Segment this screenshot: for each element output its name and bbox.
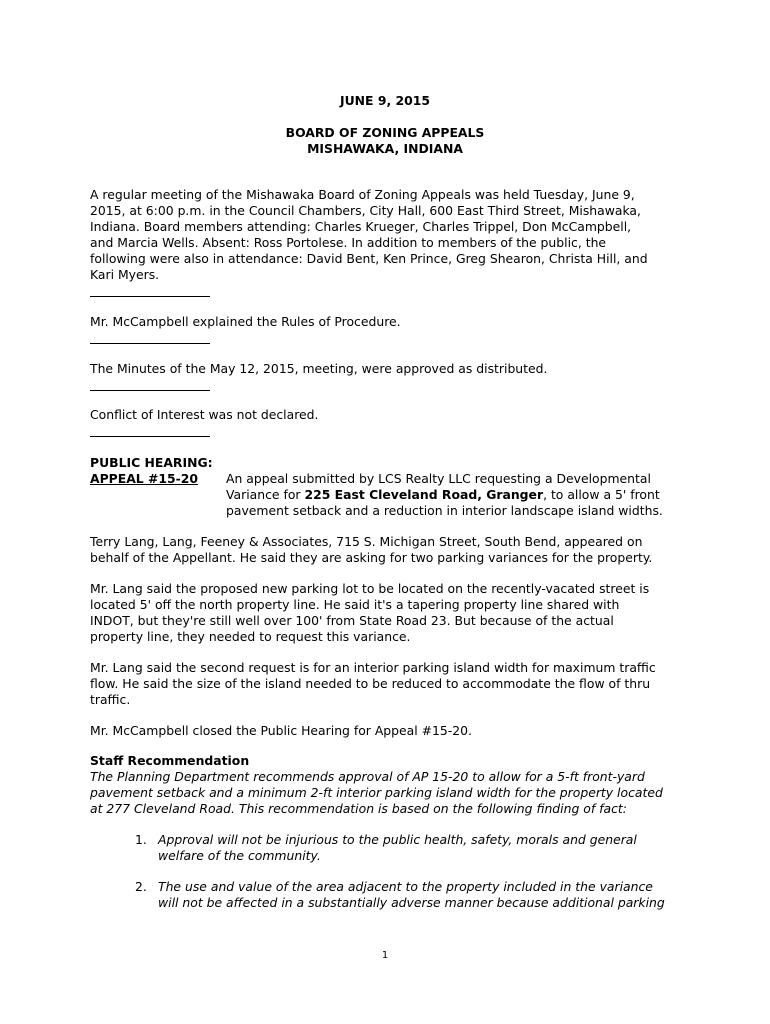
appeal-address: 225 East Cleveland Road, Granger xyxy=(304,487,544,502)
staff-recommendation-heading: Staff Recommendation xyxy=(90,753,250,768)
public-hearing-heading: PUBLIC HEARING: xyxy=(90,455,213,470)
finding-item: Approval will not be injurious to the public health, safety, morals and general welfare of the community. xyxy=(158,832,637,863)
finding-number: 2. xyxy=(135,879,147,894)
intro-paragraph: A regular meeting of the Mishawaka Board of Zoning Appeals was held Tuesday, June 9, 2015, at 6:00 p.m. in the Council Chambers, City Hall, 600 East Third Street, Mishawaka, Indiana. Board members attending: Charles Krueger, Charles Trippel, Don McCampbell, and Marcia Wells. Absent: Ross Portolese. In addition to members of the public, the following were also in attendance: David Bent, Ken Prince, Greg Shearon, Christa Hill, and Kari Myers. xyxy=(90,187,648,282)
divider-line xyxy=(90,343,210,344)
page-number: 1 xyxy=(381,950,389,961)
minutes-statement: The Minutes of the May 12, 2015, meeting, were approved as distributed. xyxy=(90,361,548,376)
lang-paragraph-1: Terry Lang, Lang, Feeney & Associates, 715 S. Michigan Street, South Bend, appeared on behalf of the Appellant. He said they are asking for two parking variances for the property. xyxy=(90,534,653,565)
lang-paragraph-3: Mr. Lang said the second request is for an interior parking island width for maximum traffic flow. He said the size of the island needed to be reduced to accommodate the flow of thru traffic. xyxy=(90,660,656,707)
staff-recommendation-text: The Planning Department recommends approval of AP 15-20 to allow for a 5-ft front-yard pavement setback and a minimum 2-ft interior parking island width for the property located at 277 Cleveland Road. This recommendation is based on the following finding of fact: xyxy=(90,769,663,816)
appeal-label: APPEAL #15-20 xyxy=(90,471,199,486)
conflict-statement: Conflict of Interest was not declared. xyxy=(90,407,319,422)
city-title: MISHAWAKA, INDIANA xyxy=(307,141,463,156)
divider-line xyxy=(90,436,210,437)
appeal-description: An appeal submitted by LCS Realty LLC requesting a Developmental Variance for 225 East Cleveland Road, Granger, to allow a 5' front pavement setback and a reduction in interior landscape island widths. xyxy=(226,471,663,518)
divider-line xyxy=(90,390,210,391)
finding-item: The use and value of the area adjacent to the property included in the variance will not be affected in a substantially adverse manner because additional parking xyxy=(158,879,665,910)
lang-paragraph-2: Mr. Lang said the proposed new parking lot to be located on the recently-vacated street is located 5' off the north property line. He said it's a tapering property line shared with INDOT, but they're still well over 100' from State Road 23. But because of the actual property line, they needed to request this variance. xyxy=(90,581,650,644)
divider-line xyxy=(90,296,210,297)
meeting-date: JUNE 9, 2015 xyxy=(340,93,430,108)
hearing-closed-statement: Mr. McCampbell closed the Public Hearing for Appeal #15-20. xyxy=(90,723,472,738)
finding-number: 1. xyxy=(135,832,147,847)
board-title: BOARD OF ZONING APPEALS xyxy=(285,125,485,140)
rules-statement: Mr. McCampbell explained the Rules of Procedure. xyxy=(90,314,401,329)
